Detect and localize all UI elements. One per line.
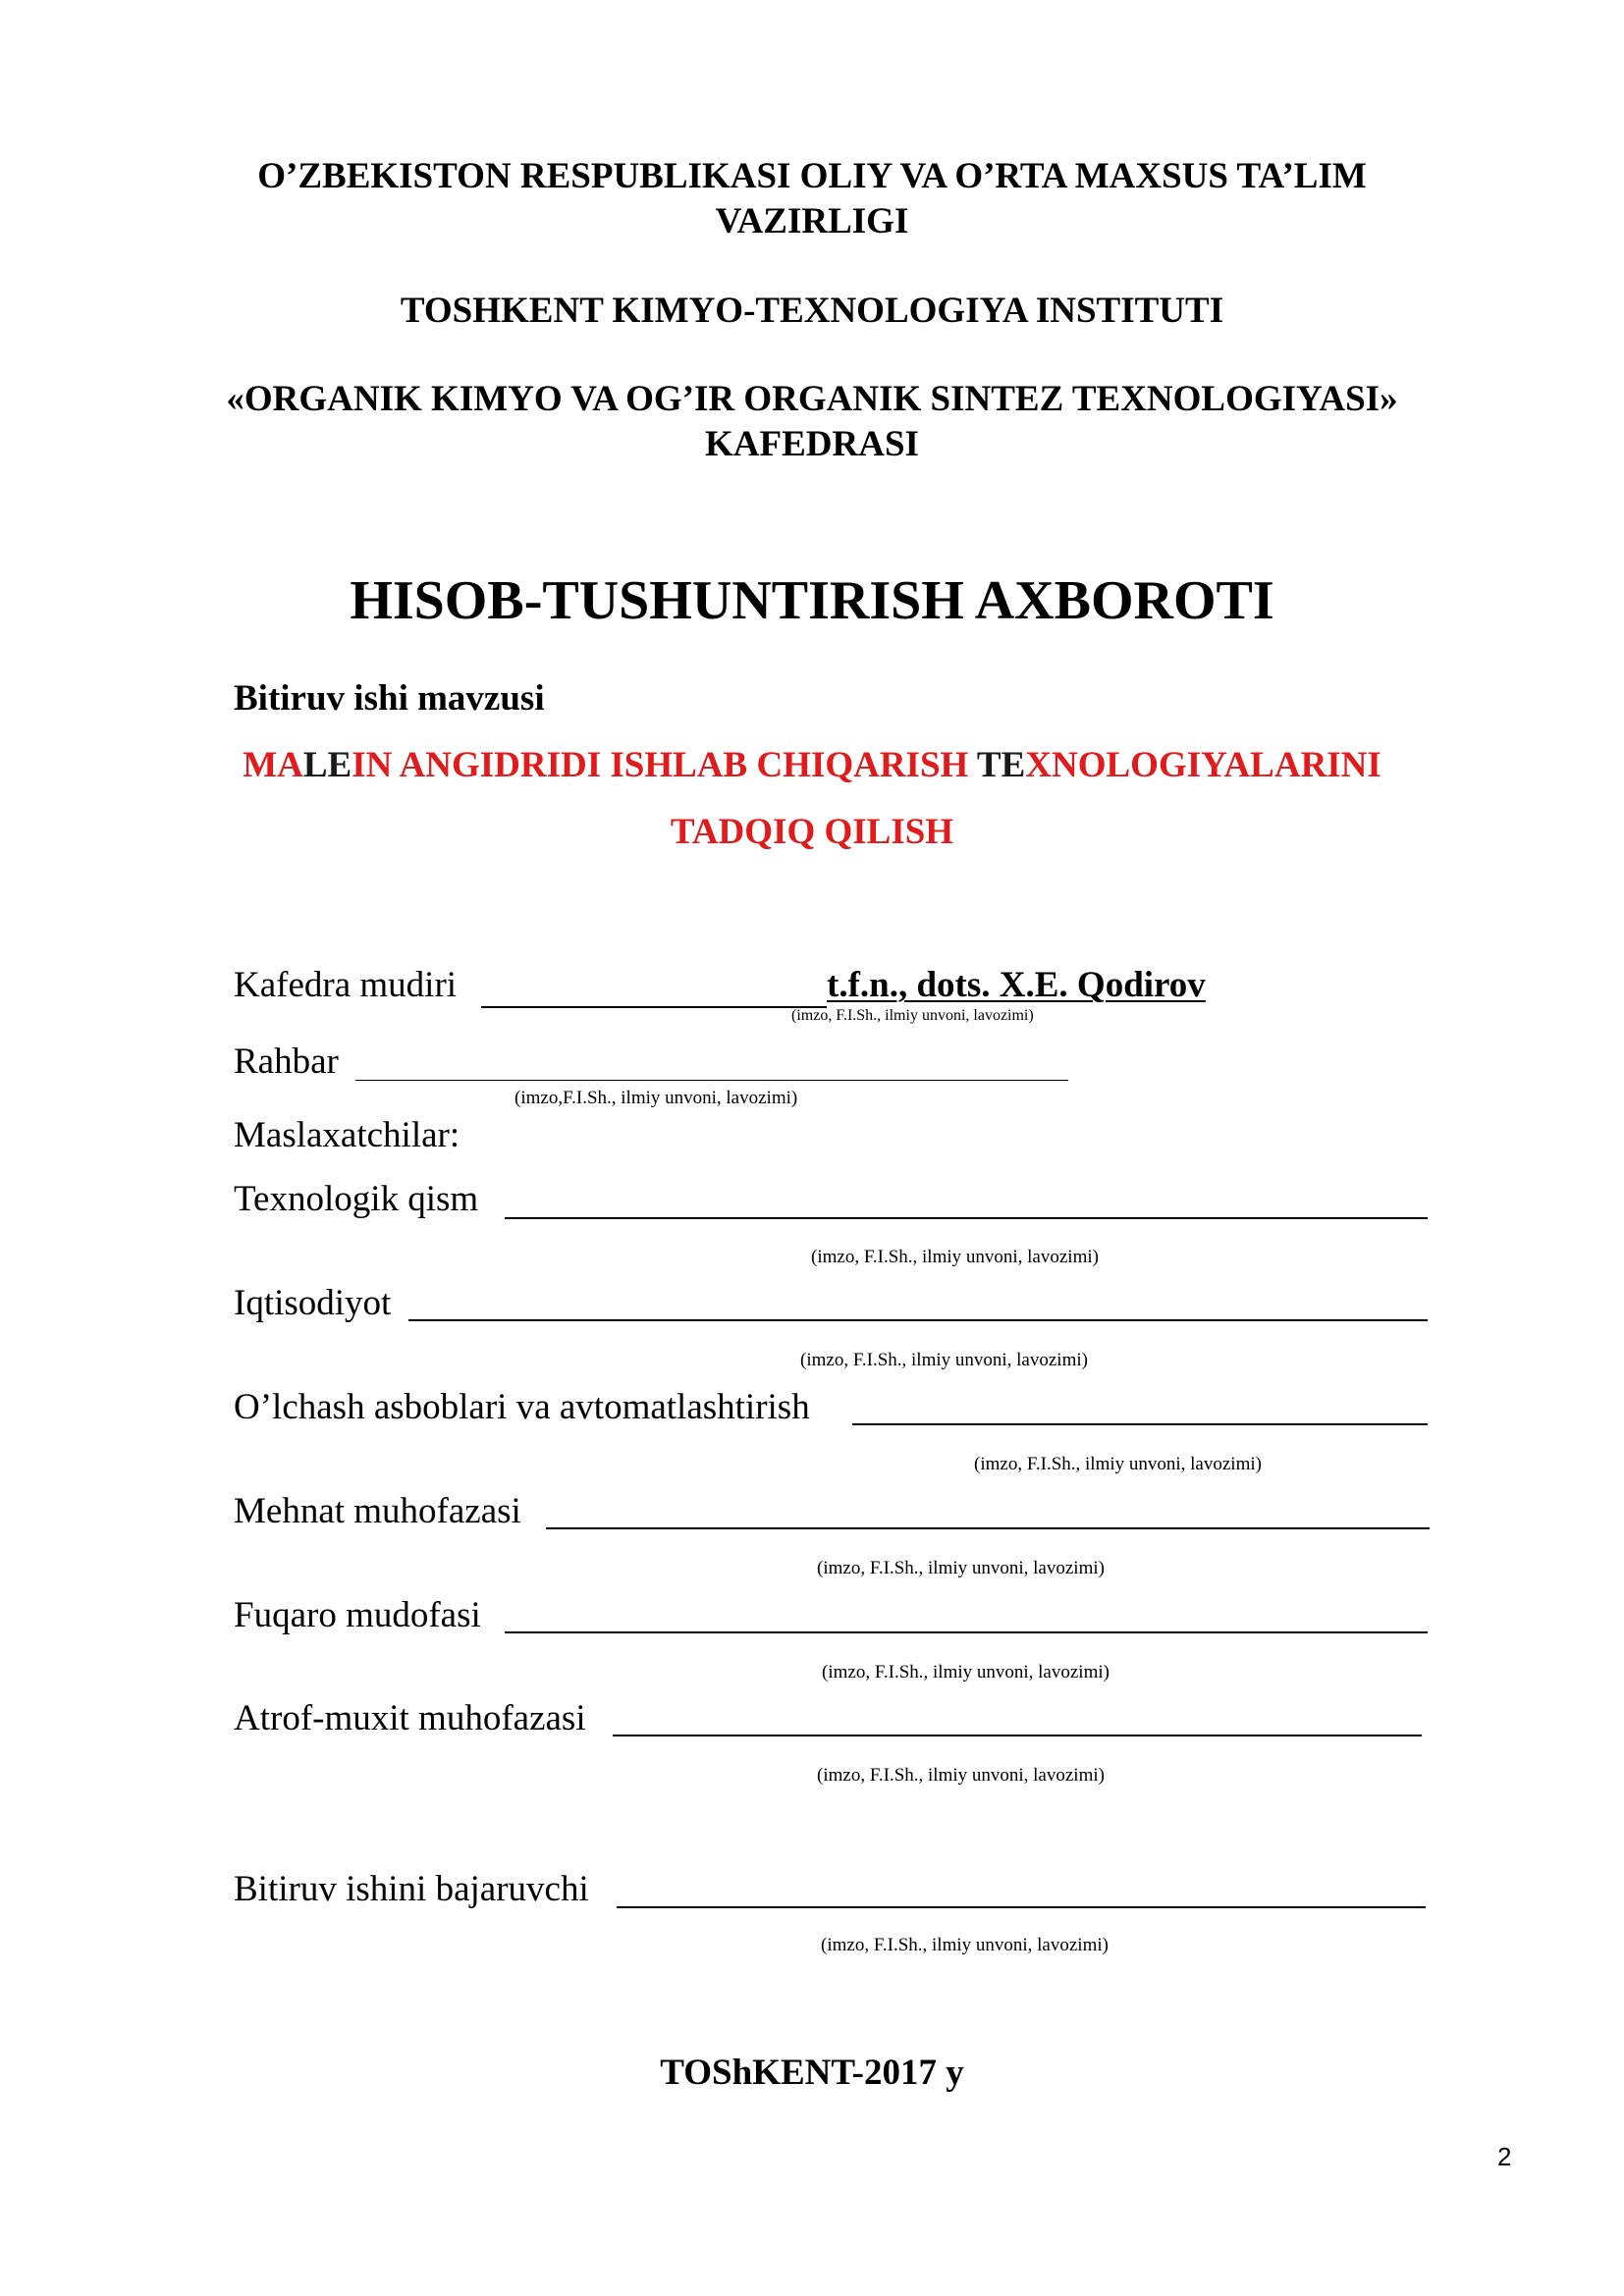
consultant-hint-labor-safety: (imzo, F.I.Sh., ilmiy unvoni, lavozimi) (817, 1558, 1105, 1578)
supervisor-label: Rahbar (234, 1041, 339, 1082)
topic-part-2: LE (302, 745, 352, 785)
consultant-label-economics: Iqtisodiyot (234, 1283, 392, 1323)
topic-label: Bitiruv ishi mavzusi (234, 678, 545, 719)
consultant-hint-instrumentation: (imzo, F.I.Sh., ilmiy unvoni, lavozimi) (974, 1454, 1262, 1474)
consultant-line-environment[interactable] (613, 1735, 1422, 1736)
head-signature-hint: (imzo, F.I.Sh., ilmiy unvoni, lavozimi) (791, 1007, 1034, 1024)
consultant-hint-technology: (imzo, F.I.Sh., ilmiy unvoni, lavozimi) (811, 1247, 1099, 1267)
consultant-hint-economics: (imzo, F.I.Sh., ilmiy unvoni, lavozimi) (800, 1350, 1088, 1370)
department-name (0, 377, 1624, 467)
ministry-line-1: O’ZBEKISTON RESPUBLIKASI OLIY VA O’RTA MAXSUS TA’LIM (257, 156, 1367, 196)
head-of-department-label: Kafedra mudiri (234, 965, 458, 1005)
page-number: 2 (1497, 2142, 1512, 2171)
consultant-hint-environment: (imzo, F.I.Sh., ilmiy unvoni, lavozimi) (817, 1765, 1105, 1786)
topic-part-5: XNOLOGIYALARINI (1025, 745, 1381, 785)
topic-part-1: MA (243, 745, 303, 785)
ministry-name (0, 154, 1624, 244)
topic-title-line-2: TADQIQ QILISH (670, 812, 954, 852)
consultant-label-environment: Atrof-muxit muhofazasi (234, 1698, 586, 1738)
student-signature-hint: (imzo, F.I.Sh., ilmiy unvoni, lavozimi) (821, 1935, 1109, 1955)
consultant-label-labor-safety: Mehnat muhofazasi (234, 1491, 521, 1531)
ministry-line-2: VAZIRLIGI (715, 201, 909, 241)
department-line-1: «ORGANIK KIMYO VA OG’IR ORGANIK SINTEZ TEXNOLOGIYASI» (226, 379, 1398, 419)
supervisor-signature-hint: (imzo,F.I.Sh., ilmiy unvoni, lavozimi) (514, 1088, 798, 1108)
consultant-line-economics[interactable] (408, 1319, 1428, 1321)
topic-title-line-1 (0, 744, 1624, 786)
consultant-label-technology: Texnologik qism (234, 1179, 479, 1219)
head-of-department-name: t.f.n., dots. X.E. Qodirov (827, 965, 1206, 1005)
consultant-label-instrumentation: O’lchash asboblari va avtomatlashtirish (234, 1387, 810, 1427)
city-year: TOShKENT-2017 y (660, 2053, 964, 2093)
institute-name: TOSHKENT KIMYO-TEXNOLOGIYA INSTITUTI (400, 291, 1224, 331)
student-label: Bitiruv ishini bajaruvchi (234, 1869, 589, 1909)
head-signature-line[interactable] (481, 1006, 827, 1008)
topic-part-4: TE (976, 745, 1026, 785)
consultants-heading: Maslaxatchilar: (234, 1115, 460, 1155)
consultant-label-civil-defense: Fuqaro mudofasi (234, 1595, 481, 1635)
consultant-hint-civil-defense: (imzo, F.I.Sh., ilmiy unvoni, lavozimi) (822, 1662, 1110, 1682)
consultant-line-civil-defense[interactable] (505, 1631, 1428, 1633)
topic-part-3: IN ANGIDRIDI ISHLAB CHIQARISH (352, 745, 977, 785)
student-signature-line[interactable] (617, 1906, 1426, 1908)
supervisor-signature-line[interactable] (355, 1080, 1068, 1081)
consultant-line-technology[interactable] (505, 1217, 1428, 1219)
consultant-line-instrumentation[interactable] (852, 1423, 1428, 1425)
consultant-line-labor-safety[interactable] (546, 1527, 1430, 1529)
department-line-2: KAFEDRASI (705, 424, 919, 464)
document-title: HISOB-TUSHUNTIRISH AXBOROTI (350, 570, 1274, 631)
